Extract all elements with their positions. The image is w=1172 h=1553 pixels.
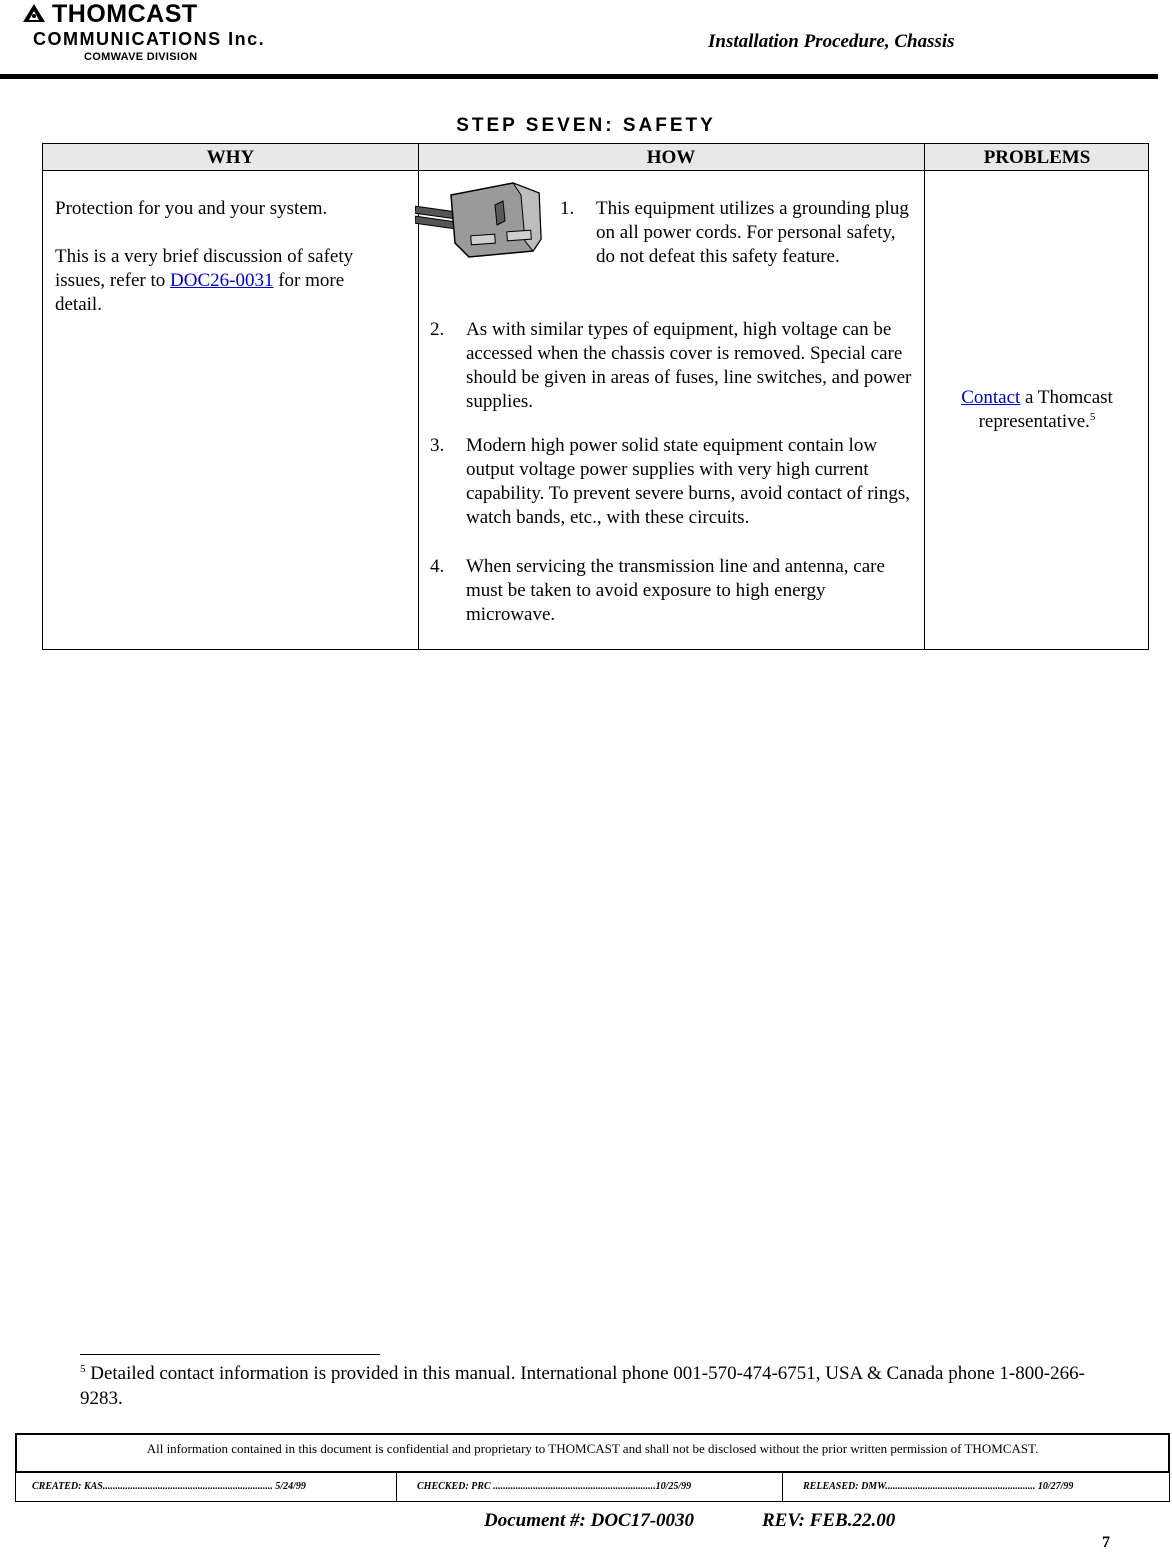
why-detail	[55, 245, 395, 317]
footnote-text: Detailed contact information is provided in this manual. International phone 001-570-474-6751, USA & Canada phone 1-800-266-9283.	[80, 1363, 1085, 1409]
released-by: RELEASED: DMW............................................................ 10/27/99	[803, 1481, 1074, 1492]
contact-link[interactable]: Contact	[961, 387, 1021, 408]
thomcast-logo-icon	[22, 1, 46, 30]
how-item-number: 2.	[430, 319, 445, 340]
signoff-row	[15, 1473, 1170, 1502]
confidentiality-notice: All information contained in this document is confidential and proprietary to THOMCAST and shall not be disclosed without the prior written permission of THOMCAST.	[15, 1433, 1170, 1473]
problems-body: a Thomcast representative.	[978, 387, 1113, 432]
why-intro: Protection for you and your system.	[55, 198, 328, 219]
page-number: 7	[1102, 1534, 1110, 1551]
safety-table	[42, 143, 1149, 650]
brand-name: THOMCAST	[52, 0, 198, 28]
company-name: COMMUNICATIONS Inc.	[33, 29, 266, 49]
revision: REV: FEB.22.00	[762, 1510, 896, 1531]
why-detail-text: This is a very brief discussion of safety issues, refer to	[55, 246, 354, 291]
header-why: WHY	[206, 147, 255, 168]
company-logo	[22, 0, 198, 30]
header-how: HOW	[646, 147, 696, 168]
division-name: COMWAVE DIVISION	[84, 51, 198, 63]
footnote	[80, 1361, 1120, 1411]
footnote-number: 5	[80, 1363, 86, 1375]
column-divider	[924, 144, 925, 649]
power-plug-icon	[415, 181, 545, 266]
signoff-divider	[782, 1473, 783, 1502]
how-item-text: When servicing the transmission line and antenna, care must be taken to avoid exposure to high energy microwave.	[466, 556, 885, 625]
step-title: STEP SEVEN: SAFETY	[456, 115, 716, 136]
how-item-number: 4.	[430, 556, 445, 577]
document-title: Installation Procedure, Chassis	[708, 31, 955, 52]
how-item-number: 1.	[560, 198, 575, 219]
document-number: Document #: DOC17-0030	[484, 1510, 695, 1531]
problems-text	[927, 386, 1147, 434]
created-by: CREATED: KAS.................................................................... 5/24/99	[32, 1481, 306, 1492]
table-header-row	[43, 144, 1148, 171]
footnote-rule	[80, 1354, 380, 1355]
checked-by: CHECKED: PRC .................................................................10/25/99	[417, 1481, 692, 1492]
how-item-number: 3.	[430, 435, 445, 456]
why-detail-text-end: for more detail.	[55, 270, 345, 315]
doc-reference-link[interactable]: DOC26-0031	[170, 270, 274, 291]
how-item-text: This equipment utilizes a grounding plug on all power cords. For personal safety, do not defeat this safety feature.	[596, 198, 909, 267]
header-problems: PROBLEMS	[983, 147, 1091, 168]
footnote-ref: 5	[1089, 411, 1096, 423]
how-item-text: Modern high power solid state equipment contain low output voltage power supplies with very high current capability. To prevent severe burns, avoid contact of rings, watch bands, etc., with these circuits.	[466, 435, 910, 528]
signoff-divider	[396, 1473, 397, 1502]
header-rule	[0, 74, 1158, 79]
how-item-text: As with similar types of equipment, high voltage can be accessed when the chassis cover is removed. Special care should be given in areas of fuses, line switches, and power supplies.	[466, 319, 912, 412]
